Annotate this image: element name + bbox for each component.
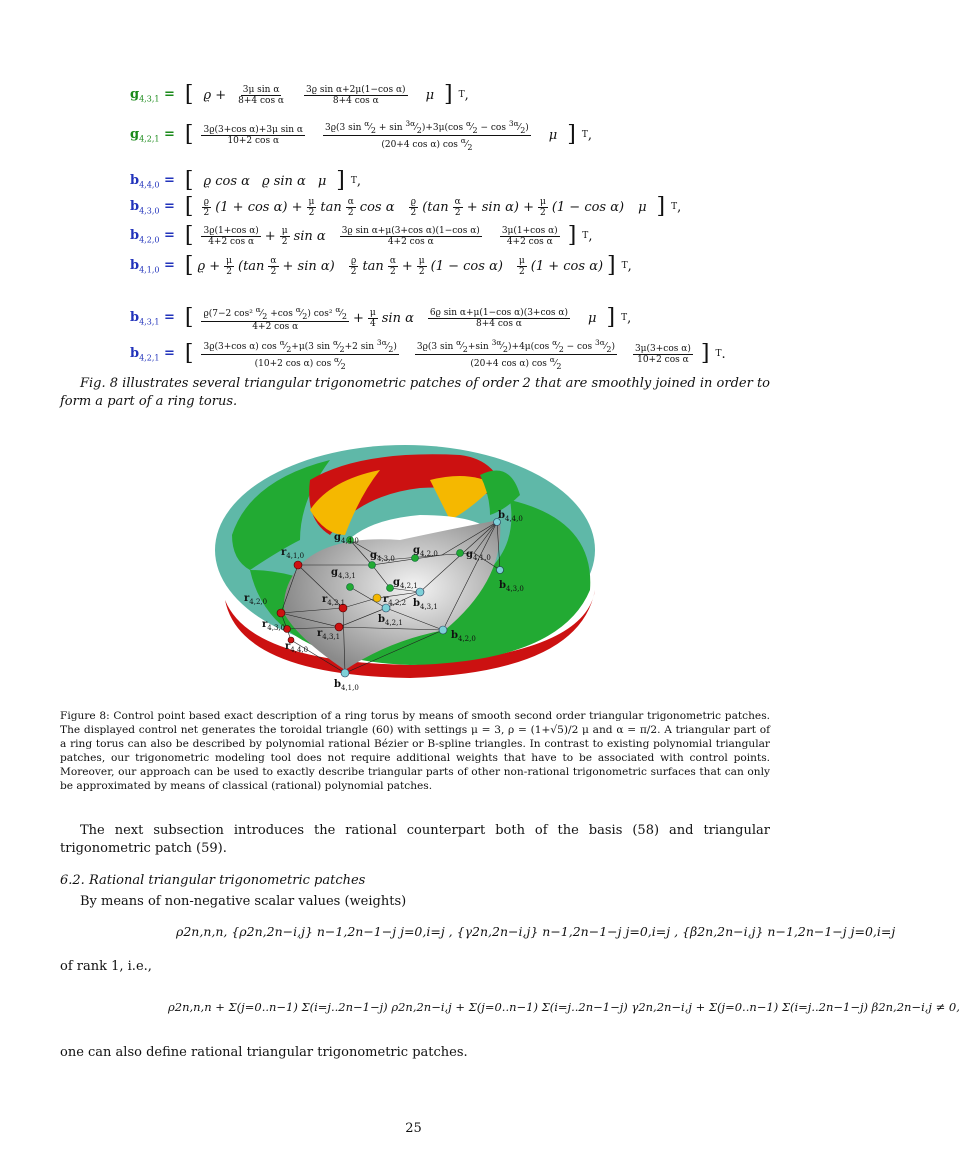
equation-g421: $g_{4,2,1}$ = [ $\frac{\text{3ϱ(3+cos α)+3μ sin α}}{\text{10+2 cos α}}$ $\frac{3ϱ(3 \sin ^\alpha⁄_2 + \sin ^{3\alpha}⁄_2)+3\mu(\cos ^\alpha⁄_2 - \cos ^{3\alpha}⁄_2)}{(20+4 \cos \alpha) \cos ^\alpha⁄_2}$ μ ] T , — [130, 119, 592, 152]
figure-caption — [60, 709, 770, 793]
equation-b410: $b_{4,1,0}$ = [ ϱ + $\frac{\mu}{2}$ (tan $\frac{\alpha}{2}$ + sin α) $\frac{ϱ}{2}$ tan $\frac{\alpha}{2}$ + $\frac{\mu}{2}$ (1 − cos α) $\frac{\mu}{2}$ (1 + cos α) ] T , — [130, 253, 632, 278]
point-b410 — [341, 669, 349, 677]
label-g421: $g_{4,2,1}$ — [393, 577, 418, 590]
page-number: 25 — [405, 1121, 422, 1136]
point-g430 — [369, 562, 376, 569]
label-b421: $b_{4,2,1}$ — [378, 614, 403, 627]
point-r420 — [277, 609, 285, 617]
weights-equation-text: ρ2n,n,n, {ρ2n,2n−i,j} n−1,2n−1−j j=0,i=j , {γ2n,2n−i,j} n−1,2n−1−j j=0,i=j , {β2n,2n−i,j} n−1,2n−1−j j=0,i=j — [176, 924, 896, 939]
paragraph-next-subsection — [60, 822, 770, 858]
equation-lhs: $g_{4,2,1}$ = — [130, 127, 175, 144]
label-r431: $r_{4,3,1}$ — [317, 628, 341, 641]
point-r422 — [373, 594, 381, 602]
point-b430 — [497, 567, 504, 574]
point-b420 — [439, 626, 447, 634]
label-b410: $b_{4,1,0}$ — [334, 679, 359, 692]
label-g430: $g_{4,3,0}$ — [370, 550, 395, 563]
section-heading — [60, 872, 770, 890]
closing-text: one can also define rational triangular trigonometric patches. — [60, 1045, 468, 1060]
equation-lhs: $g_{4,3,1}$ = — [130, 86, 175, 104]
equation-b431: $b_{4,3,1}$ = [ $\frac{ϱ(7-2 \cos^2 ^\alpha⁄_2 +\cos ^\alpha⁄_2) \cos^2 ^\alpha⁄_2}{\text{4+2 cos α}}$ + $\frac{\mu}{4}$ sin α $\frac{\text{6ϱ sin α+μ(1−cos α)(3+cos α)}}{\text{8+4 cos α}}$ μ ] T , — [130, 305, 632, 332]
equation-b440: $b_{4,4,0}$ = [ ϱ cos α ϱ sin α μ ] T , — [130, 168, 362, 193]
label-r421: $r_{4,2,1}$ — [322, 594, 346, 607]
paragraph2-text: By means of non-negative scalar values (weights) — [80, 894, 407, 909]
label-b440: $b_{4,4,0}$ — [498, 510, 523, 523]
label-r420: $r_{4,2,0}$ — [244, 593, 268, 606]
equation-b420: $b_{4,2,0}$ = [ $\frac{\text{3ϱ(1+cos α)}}{\text{4+2 cos α}}$ + $\frac{\mu}{2}$ sin α $\frac{\text{3ϱ sin α+μ(3+cos α)(1−cos α)}}{\text{4+2 cos α}}$ $\frac{\text{3μ(1+cos α)}}{\text{4+2 cos α}}$ ] T , — [130, 223, 593, 248]
paragraph1-text: The next subsection introduces the rational counterpart both of the basis (58) and triangular trigonometric patch (59). — [60, 823, 770, 856]
label-g431: $g_{4,3,1}$ — [331, 567, 356, 580]
intro-text: Fig. 8 illustrates several triangular trigonometric patches of order 2 that are smoothly joined in order to form a part of a ring torus. — [60, 376, 770, 409]
sum-equation — [168, 1000, 960, 1014]
label-r410: $r_{4,1,0}$ — [281, 547, 305, 560]
label-r422: $r_{4,2,2}$ — [383, 594, 407, 607]
rank-text-content: of rank 1, i.e., — [60, 959, 152, 974]
rank-text — [60, 958, 770, 976]
point-g431 — [347, 584, 354, 591]
paragraph-weights — [60, 893, 770, 911]
label-g420: $g_{4,2,0}$ — [413, 545, 438, 558]
sum-equation-text: ρ2n,n,n + Σ(j=0..n−1) Σ(i=j..2n−1−j) ρ2n,2n−i,j + Σ(j=0..n−1) Σ(i=j..2n−1−j) γ2n,2n−i,j + Σ(j=0..n−1) Σ(i=j..2n−1−j) β2n,2n−i,j ≠ 0, — [168, 1000, 960, 1014]
caption-text: Figure 8: Control point based exact description of a ring torus by means of smooth second order triangular trigonometric patches. The displayed control net generates the toroidal triangle (60) with settings μ = 3, ρ = (1+√5)/2 μ and α = π/2. A triangular part of a ring torus can also be described by polynomial rational Bézier or B-spline triangles. In contrast to existing polynomial triangular patches, our trigonometric modeling tool does not require additional weights that have to be associated with control points. Moreover, our approach can be used to exactly describe triangular parts of other non-rational trigonometric surfaces that can only be approximated by means of classical (rational) polynomial patches. — [60, 710, 770, 792]
closing-paragraph — [60, 1044, 770, 1062]
label-g440: $g_{4,4,0}$ — [334, 532, 359, 545]
point-r431 — [335, 623, 343, 631]
section-heading-text: 6.2. Rational triangular trigonometric patches — [60, 873, 366, 888]
equation-g431: $g_{4,3,1}$ = [ ϱ + $\frac{\text{3μ sin α}}{\text{8+4 cos α}}$ $\frac{\text{3ϱ sin α+2μ(1−cos α)}}{\text{8+4 cos α}}$ μ ] T , — [130, 82, 469, 107]
label-g410: $g_{4,1,0}$ — [466, 549, 491, 562]
label-b431: $b_{4,3,1}$ — [413, 598, 438, 611]
label-r440: $r_{4,4,0}$ — [285, 641, 309, 654]
point-g410 — [457, 550, 464, 557]
weights-equation — [176, 924, 895, 939]
equation-b421: $b_{4,2,1}$ = [ $\frac{3ϱ(3+\cos \alpha) \cos ^\alpha⁄_2+\mu(3 \sin ^\alpha⁄_2+2 \sin ^{3\alpha}⁄_2)}{(10+2 \cos \alpha) \cos ^\alpha⁄_2}$ $\frac{3ϱ(3 \sin ^\alpha⁄_2+\sin ^{3\alpha}⁄_2)+4\mu(\cos ^\alpha⁄_2 - \cos ^{3\alpha}⁄_2)}{(20+4 \cos \alpha) \cos ^\alpha⁄_2}$ $\frac{\text{3μ(3+cos α)}}{\text{10+2 cos α}}$ ] T . — [130, 338, 726, 371]
intro-paragraph — [60, 375, 770, 411]
point-r410 — [294, 561, 302, 569]
equation-b430: $b_{4,3,0}$ = [ $\frac{ϱ}{2}$ (1 + cos α) + $\frac{\mu}{2}$ tan $\frac{\alpha}{2}$ cos α $\frac{ϱ}{2}$ (tan $\frac{\alpha}{2}$ + sin α) + $\frac{\mu}{2}$ (1 − cos α) μ ] T , — [130, 194, 682, 219]
label-b420: $b_{4,2,0}$ — [451, 630, 476, 643]
torus-figure — [0, 440, 827, 730]
label-b430: $b_{4,3,0}$ — [499, 580, 524, 593]
label-r430: $r_{4,3,0}$ — [262, 619, 286, 632]
